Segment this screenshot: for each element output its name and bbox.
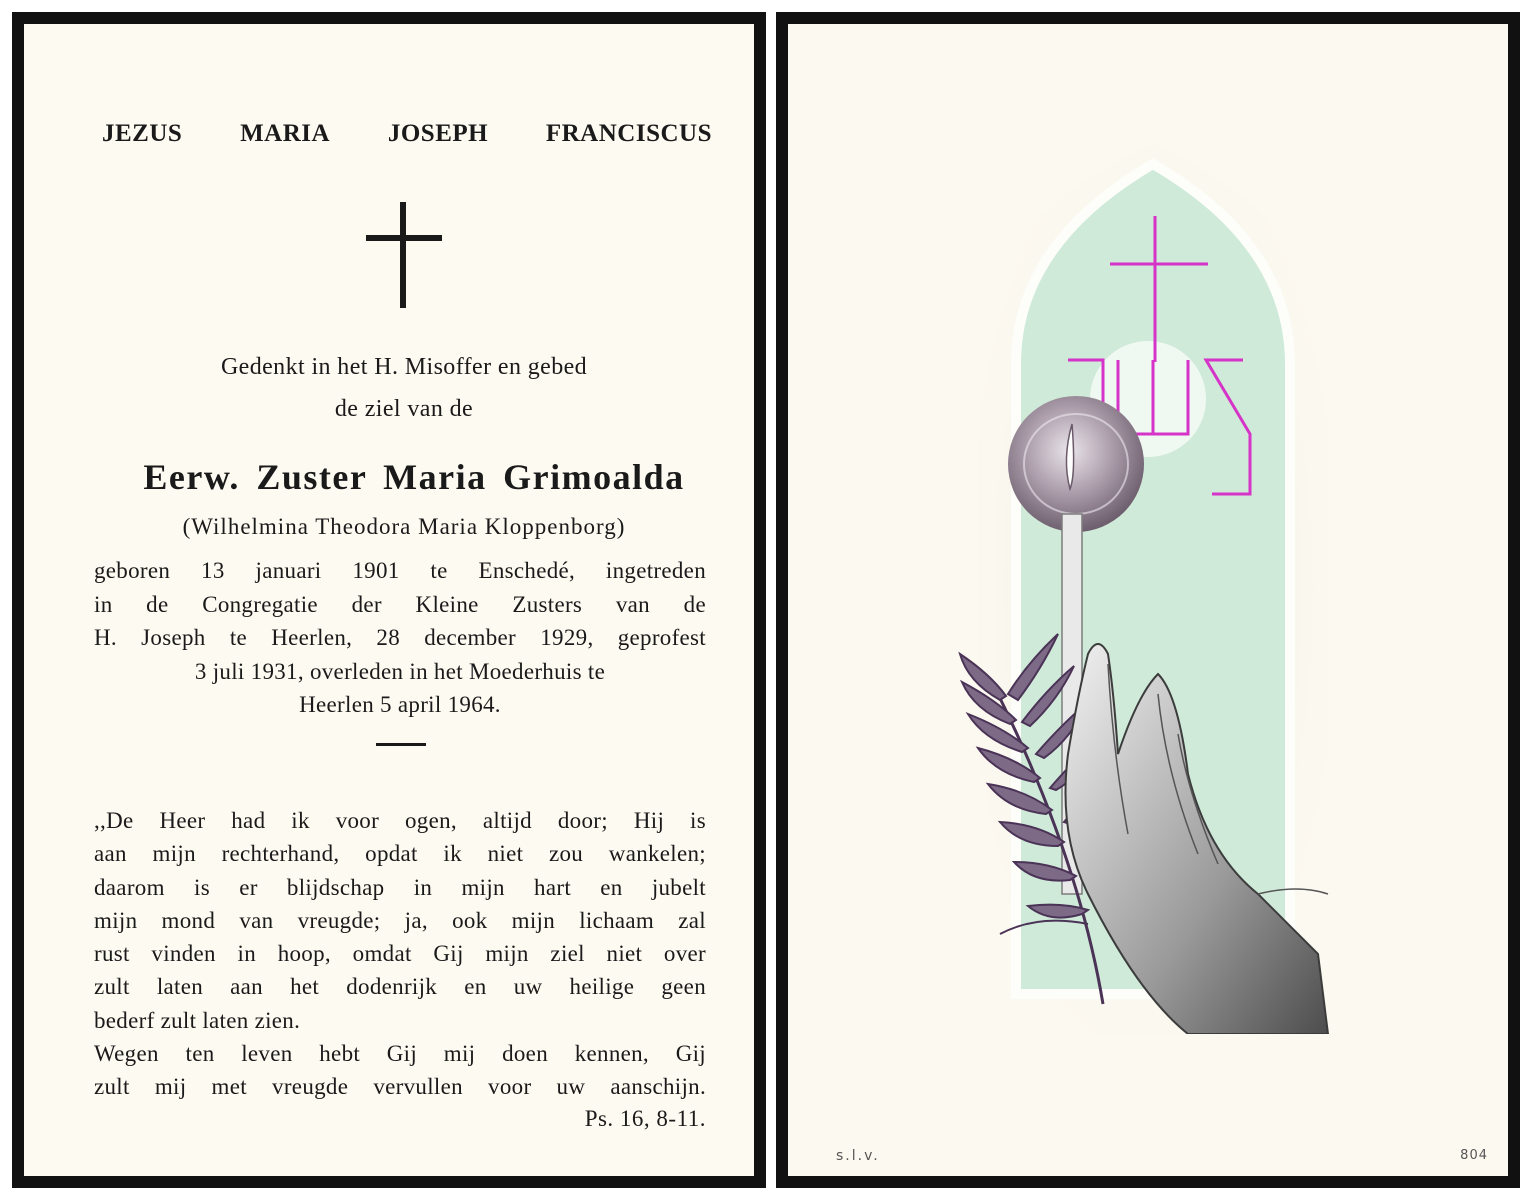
quote-line: mijn mond van vreugde; ja, ook mijn lichaam zal xyxy=(94,907,706,933)
memorial-card-image-side xyxy=(776,12,1520,1188)
card-paper xyxy=(24,24,754,1176)
holy-name: FRANCISCUS xyxy=(545,120,712,147)
bio-line: geboren 13 januari 1901 te Enschedé, ingetreden xyxy=(94,558,706,583)
cross-icon xyxy=(364,202,444,308)
quote-line: ,,De Heer had ik voor ogen, altijd door; Hij is xyxy=(94,808,706,833)
biography xyxy=(94,554,706,722)
holy-name: JOSEPH xyxy=(387,120,489,147)
civil-name: (Wilhelmina Theodora Maria Kloppenborg) xyxy=(182,514,626,539)
halo-disk xyxy=(1008,396,1144,532)
quote-line: daarom is er blijdschap in mijn hart en jubelt xyxy=(94,874,706,900)
deceased-name: Eerw. Zuster Maria Grimoalda xyxy=(143,457,685,497)
intro-line: de ziel van de xyxy=(334,396,474,422)
holy-names-row xyxy=(102,120,712,148)
holy-name: MARIA xyxy=(240,120,331,147)
quote-line: rust vinden in hoop, omdat Gij mijn ziel niet over xyxy=(94,941,706,967)
bio-line: 3 juli 1931, overleden in het Moederhuis te xyxy=(194,658,606,684)
card-paper xyxy=(788,24,1508,1176)
quote-line: zult laten aan het dodenrijk en uw heilige geen xyxy=(94,974,706,1000)
quote-line: zult mij met vreugde vervullen voor uw aanschijn. xyxy=(94,1074,706,1100)
bio-line: H. Joseph te Heerlen, 28 december 1929, geprofest xyxy=(94,625,706,650)
card-number: 804 xyxy=(1460,1148,1488,1163)
bio-line: in de Congregatie der Kleine Zusters van de xyxy=(94,591,706,617)
printer-mark: s.l.v. xyxy=(836,1148,880,1164)
praying-hands-illustration xyxy=(938,134,1368,1034)
quote-line: aan mijn rechterhand, opdat ik niet zou wankelen; xyxy=(94,841,706,867)
holy-name: JEZUS xyxy=(102,120,183,147)
divider xyxy=(376,743,426,746)
psalm-reference: Ps. 16, 8-11. xyxy=(584,1106,706,1131)
memorial-card-text-side xyxy=(12,12,766,1188)
quote-line: Wegen ten leven hebt Gij mij doen kennen, Gij xyxy=(94,1041,706,1067)
quote-line: bederf zult laten zien. xyxy=(94,1007,301,1033)
intro-line: Gedenkt in het H. Misoffer en gebed xyxy=(220,354,588,380)
scripture-quote xyxy=(94,804,706,1104)
bio-line: Heerlen 5 april 1964. xyxy=(299,692,501,717)
